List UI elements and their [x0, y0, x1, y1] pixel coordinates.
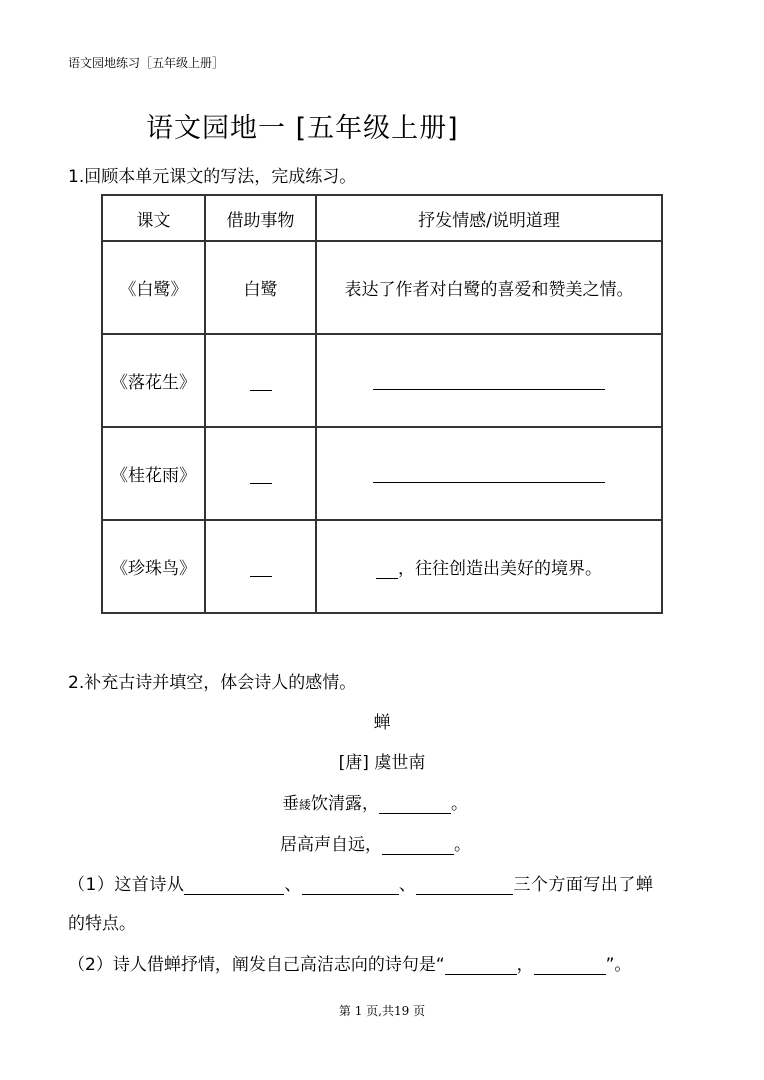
page-header: 语文园地练习［五年级上册］: [68, 56, 225, 70]
sub1-separator: 、: [284, 875, 302, 895]
question-2-prompt: 2.补充古诗并填空，体会诗人的感情。: [68, 673, 357, 693]
sub-question-1: [68, 870, 653, 895]
line2-text: 居高声自远，: [280, 835, 382, 855]
line1-char-small: 緌: [299, 798, 312, 812]
question-1-prompt: 1.回顾本单元课文的写法，完成练习。: [68, 167, 357, 187]
table-header-row: [102, 195, 662, 241]
answer-blank[interactable]: [534, 956, 606, 975]
thing-cell: 白鹭: [205, 241, 316, 334]
answer-blank[interactable]: [250, 558, 272, 577]
thing-blank-cell: [205, 334, 316, 427]
meaning-cell: [316, 520, 662, 613]
answer-blank[interactable]: [250, 465, 272, 484]
page-title: 语文园地一 [五年级上册]: [146, 113, 459, 144]
answer-blank[interactable]: [250, 372, 272, 391]
answer-blank[interactable]: [373, 367, 605, 390]
header-lesson: 课文: [102, 195, 205, 241]
answer-blank[interactable]: [373, 460, 605, 483]
page-footer: 第 1 页,共19 页: [338, 1004, 426, 1018]
sub2-separator: ，: [516, 955, 534, 975]
answer-blank[interactable]: [379, 795, 451, 814]
meaning-blank-cell: [316, 427, 662, 520]
sub-question-1-continued: 的特点。: [68, 914, 136, 934]
header-meaning: 抒发情感/说明道理: [316, 195, 662, 241]
poem-line-2: [280, 830, 471, 855]
sub1-text: 三个方面写出了蝉: [513, 875, 654, 895]
poem-author: [唐] 虞世南: [338, 753, 426, 773]
poem-line-1: [282, 789, 468, 814]
writing-methods-table: [101, 194, 663, 614]
answer-blank[interactable]: [445, 956, 517, 975]
answer-blank[interactable]: [376, 560, 398, 579]
answer-blank[interactable]: [302, 876, 399, 895]
lesson-cell: 《桂花雨》: [102, 427, 205, 520]
lesson-cell: 《珍珠鸟》: [102, 520, 205, 613]
sub-question-2: [68, 950, 631, 975]
lesson-cell: 《白鹭》: [102, 241, 205, 334]
meaning-suffix: ，往往创造出美好的境界。: [398, 559, 602, 579]
line1-char: 垂: [282, 794, 299, 814]
thing-blank-cell: [205, 520, 316, 613]
sub1-separator: 、: [398, 875, 417, 895]
header-thing: 借助事物: [205, 195, 316, 241]
sub2-end: ”。: [605, 955, 632, 975]
answer-blank[interactable]: [416, 876, 513, 895]
table-row: [102, 427, 662, 520]
meaning-blank-cell: [316, 334, 662, 427]
poem-title: 蝉: [373, 713, 391, 733]
table-row: [102, 241, 662, 334]
table-row: [102, 520, 662, 613]
thing-blank-cell: [205, 427, 316, 520]
sub2-text: （2）诗人借蝉抒情，阐发自己高洁志向的诗句是“: [68, 955, 445, 975]
line2-end: 。: [454, 835, 471, 855]
answer-blank[interactable]: [382, 836, 454, 855]
meaning-cell: 表达了作者对白鹭的喜爱和赞美之情。: [316, 241, 662, 334]
answer-blank[interactable]: [184, 876, 284, 895]
table-row: [102, 334, 662, 427]
sub1-text: （1）这首诗从: [68, 875, 185, 895]
line1-end: 。: [451, 794, 469, 814]
lesson-cell: 《落花生》: [102, 334, 205, 427]
line1-text: 饮清露，: [311, 794, 380, 814]
